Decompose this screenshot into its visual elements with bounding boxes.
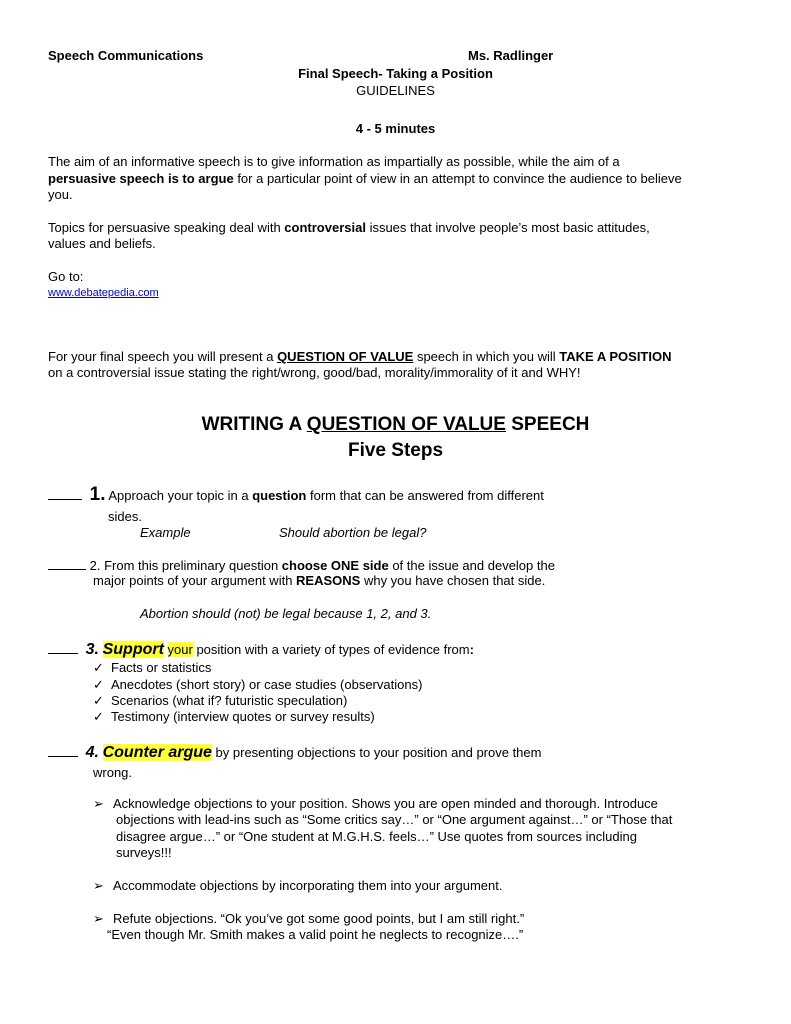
step-3: 3. Support your position with a variety of types of evidence from: (48, 641, 474, 658)
objection-bullet-line: disagree argue…” or “One student at M.G.H.S. feels…” Use quotes from sources including (116, 829, 637, 844)
debatepedia-link[interactable]: www.debatepedia.com (48, 287, 159, 299)
step-2-example: Abortion should (not) be legal because 1, 2, and 3. (140, 606, 432, 621)
objection-bullet: ➢ Acknowledge objections to your position. Shows you are open minded and thorough. Introduce (93, 796, 658, 811)
evidence-list-item: ✓ Testimony (interview quotes or survey results) (93, 709, 375, 724)
document-title: Final Speech- Taking a Position (298, 66, 493, 81)
counter-argue-highlight: Counter argue (102, 744, 212, 761)
goto-label: Go to: (48, 269, 84, 284)
section-subheading: Five Steps (347, 440, 444, 461)
teacher-name: Ms. Radlinger (468, 48, 554, 63)
step-number: 1. (89, 484, 106, 505)
evidence-list-item: ✓ Facts or statistics (93, 660, 212, 675)
checkmark-icon: ✓ (93, 693, 104, 708)
intro-paragraph-line: persuasive speech is to argue for a particular point of view in an attempt to convince the audience to believe (48, 171, 682, 186)
step-number: 3. (85, 641, 99, 658)
final-speech-paragraph-line: on a controversial issue stating the right/wrong, good/bad, morality/immorality of it and WHY! (48, 365, 581, 380)
step-2-continued: major points of your argument with REASONS why you have chosen that side. (93, 573, 546, 588)
objection-bullet: ➢ Accommodate objections by incorporating them into your argument. (93, 878, 503, 893)
question-of-value-emphasis: QUESTION OF VALUE (277, 349, 414, 364)
arrow-bullet-icon: ➢ (93, 911, 104, 926)
topics-paragraph-line: values and beliefs. (48, 236, 156, 251)
controversial-emphasis: controversial (284, 220, 366, 235)
step-4: 4. Counter argue by presenting objections to your position and prove them (48, 744, 541, 761)
objection-bullet-line: “Even though Mr. Smith makes a valid point he neglects to recognize….” (107, 927, 524, 942)
objection-bullet: ➢ Refute objections. “Ok you’ve got some good points, but I am still right.” (93, 911, 525, 926)
checkmark-icon: ✓ (93, 660, 104, 675)
speech-duration: 4 - 5 minutes (355, 121, 436, 136)
intro-paragraph-line: you. (48, 187, 73, 202)
checkmark-icon: ✓ (93, 677, 104, 692)
document-subtitle: GUIDELINES (356, 83, 435, 98)
objection-bullet-line: objections with lead-ins such as “Some critics say…” or “One argument against…” or “Those that (116, 812, 673, 827)
support-highlight: Support (102, 641, 164, 658)
intro-paragraph-line: The aim of an informative speech is to give information as impartially as possible, while the aim of a (48, 154, 620, 169)
step-number: 4. (85, 744, 99, 761)
step-4-continued: wrong. (93, 765, 133, 780)
evidence-list-item: ✓ Anecdotes (short story) or case studies (observations) (93, 677, 423, 692)
step-2: 2. From this preliminary question choose ONE side of the issue and develop the (48, 557, 555, 574)
course-name: Speech Communications (48, 48, 204, 63)
persuasive-emphasis: persuasive speech is to argue (48, 171, 234, 186)
step-1: 1. Approach your topic in a question form that can be answered from different (48, 487, 544, 504)
objection-bullet-line: surveys!!! (116, 845, 172, 860)
arrow-bullet-icon: ➢ (93, 796, 104, 811)
step-checkbox-blank[interactable] (48, 557, 86, 570)
final-speech-paragraph-line: For your final speech you will present a QUESTION OF VALUE speech in which you will TAKE A POSITION (48, 349, 672, 364)
step-1-continued: sides. (108, 509, 142, 524)
step-checkbox-blank[interactable] (48, 487, 82, 500)
take-position-emphasis: TAKE A POSITION (559, 349, 672, 364)
section-heading: WRITING A QUESTION OF VALUE SPEECH (201, 414, 590, 435)
example-label: Example (140, 525, 191, 540)
step-checkbox-blank[interactable] (48, 641, 78, 654)
checkmark-icon: ✓ (93, 709, 104, 724)
step-checkbox-blank[interactable] (48, 744, 78, 757)
arrow-bullet-icon: ➢ (93, 878, 104, 893)
example-question: Should abortion be legal? (279, 525, 427, 540)
evidence-list-item: ✓ Scenarios (what if? futuristic speculation) (93, 693, 348, 708)
topics-paragraph-line: Topics for persuasive speaking deal with controversial issues that involve people’s most basic attitudes, (48, 220, 650, 235)
